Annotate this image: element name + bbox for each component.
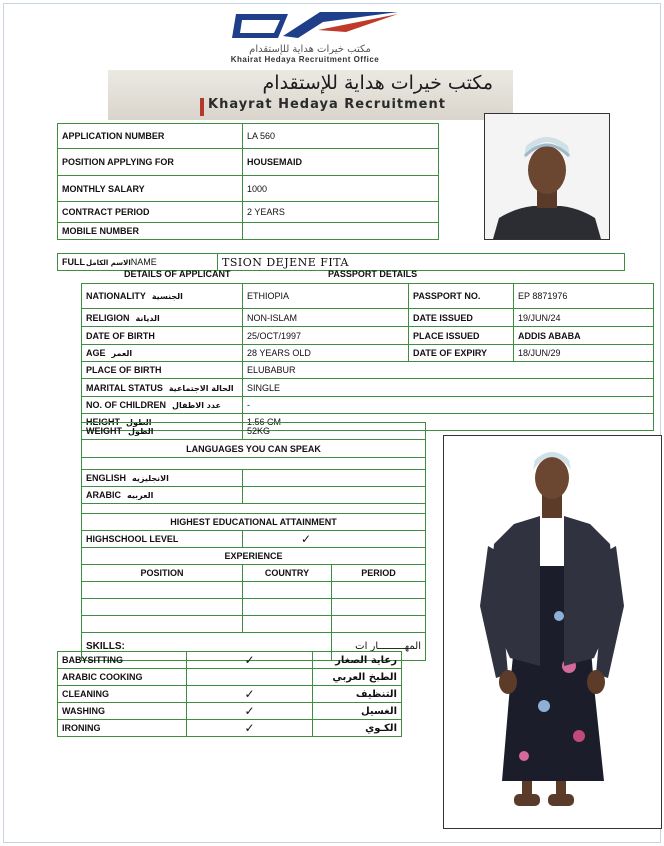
application-number-label: APPLICATION NUMBER [58,124,243,149]
skill-check: ✓ [187,652,313,669]
weight-label-ar: الطول [128,427,154,436]
skill-name: WASHING [58,703,187,720]
passport-no-value: EP 8871976 [514,284,654,309]
date-issued-value: 19/JUN/24 [514,309,654,327]
religion-label: RELIGION [86,312,130,323]
religion-value: NON-ISLAM [243,309,409,327]
dob-value: 25/OCT/1997 [243,327,409,345]
place-issued-label: PLACE ISSUED [409,327,514,345]
experience-header-position: POSITION [82,565,243,582]
nationality-value: ETHIOPIA [243,284,409,309]
religion-label-ar: الديانة [135,313,160,323]
contract-label: CONTRACT PERIOD [58,202,243,223]
skill-name-ar: الكـوي [313,720,402,737]
marital-label-ar: الحالة الاجتماعية [168,383,234,393]
experience-cell [82,599,243,616]
education-level: HIGHSCHOOL LEVEL [82,531,243,548]
arabic-value [243,487,426,504]
nationality-label: NATIONALITY [86,291,146,301]
experience-cell [332,599,426,616]
full-name-value: TSION DEJENE FITA [218,254,625,271]
children-label: NO. OF CHILDREN [86,400,166,410]
position-label: POSITION APPLYING FOR [58,149,243,176]
date-of-expiry-label: DATE OF EXPIRY [409,345,514,362]
experience-cell [82,616,243,633]
mobile-value [243,223,439,240]
application-number-value: LA 560 [243,124,439,149]
application-table [57,123,439,240]
height-label: HEIGHT [86,417,121,427]
skill-check [187,669,313,686]
experience-cell [332,616,426,633]
banner-english-text: Khayrat Hedaya Recruitment [208,97,446,112]
experience-header-period: PERIOD [332,565,426,582]
skill-check: ✓ [187,703,313,720]
place-issued-value: ADDIS ABABA [514,327,654,345]
skills-label: SKILLS: [82,633,332,661]
experience-cell [82,582,243,599]
skills-list-table [57,651,402,737]
height-value: 1.56 CM [243,414,654,431]
height-label-ar: الطول [126,418,152,427]
section-details-of-applicant: DETAILS OF APPLICANT [124,269,231,279]
children-value: - [243,397,654,414]
passport-no-label: PASSPORT NO. [409,284,514,309]
skill-name: ARABIC COOKING [58,669,187,686]
contract-value: 2 YEARS [243,202,439,223]
languages-spacer [82,458,426,470]
banner-arabic-text: مكتب خيرات هداية للإستقدام [262,72,493,94]
logo-arabic-text: مكتب خيرات هداية للإستقدام [249,44,371,55]
details-table [81,283,654,431]
languages-title: LANGUAGES YOU CAN SPEAK [82,440,426,458]
company-logo-mark [228,8,403,44]
skills-table [81,422,426,661]
skill-row [58,652,402,669]
full-name-label-en2: NAME [130,257,157,267]
company-banner [108,70,513,120]
applicant-full-body-photo [443,435,662,829]
skill-row [58,686,402,703]
skill-row [58,720,402,737]
experience-header-country: COUNTRY [243,565,332,582]
skill-name-ar: الطبخ العربي [313,669,402,686]
arabic-label-ar: العربيه [127,491,154,500]
skill-name-ar: رعاية الصغار [313,652,402,669]
dob-label: DATE OF BIRTH [82,327,243,345]
english-label-ar: الانجليزيه [132,474,169,483]
logo-english-text: Khairat Hedaya Recruitment Office [230,55,380,64]
weight-value: 52KG [243,423,426,440]
skill-name: CLEANING [58,686,187,703]
age-label-ar: العمر [111,349,133,358]
experience-cell [243,599,332,616]
salary-label: MONTHLY SALARY [58,176,243,202]
experience-cell [243,616,332,633]
banner-accent-bar [200,98,204,116]
marital-label: MARITAL STATUS [86,382,163,393]
experience-cell [332,582,426,599]
full-name-label-en1: FULL [62,257,85,267]
date-of-expiry-value: 18/JUN/29 [514,345,654,362]
skill-check: ✓ [187,720,313,737]
skills-label-ar: المهـــــــــار ات [332,633,426,661]
english-label: ENGLISH [86,473,127,483]
experience-title: EXPERIENCE [82,548,426,565]
position-value: HOUSEMAID [243,149,439,176]
date-issued-label: DATE ISSUED [409,309,514,327]
education-title: HIGHEST EDUCATIONAL ATTAINMENT [82,514,426,531]
skill-name-ar: الغسيل [313,703,402,720]
skill-name: BABYSITTING [58,652,187,669]
marital-value: SINGLE [243,379,654,397]
skill-row [58,703,402,720]
full-name-label-ar: الاسم الكامل [86,259,131,267]
applicant-portrait-photo [484,113,610,240]
education-spacer [82,504,426,514]
salary-value: 1000 [243,176,439,202]
experience-cell [243,582,332,599]
weight-label: WEIGHT [86,426,122,436]
arabic-label: ARABIC [86,490,121,500]
education-check: ✓ [243,531,426,548]
english-value [243,470,426,487]
skill-name: IRONING [58,720,187,737]
children-label-ar: عدد الاطفال [172,401,221,410]
age-value: 28 YEARS OLD [243,345,409,362]
age-label: AGE [86,348,106,358]
pob-label: PLACE OF BIRTH [82,362,243,379]
skill-check: ✓ [187,686,313,703]
skill-row [58,669,402,686]
nationality-label-ar: الجنسية [151,292,183,301]
pob-value: ELUBABUR [243,362,654,379]
mobile-label: MOBILE NUMBER [58,223,243,240]
section-passport-details: PASSPORT DETAILS [328,269,418,279]
skill-name-ar: التنظيف [313,686,402,703]
